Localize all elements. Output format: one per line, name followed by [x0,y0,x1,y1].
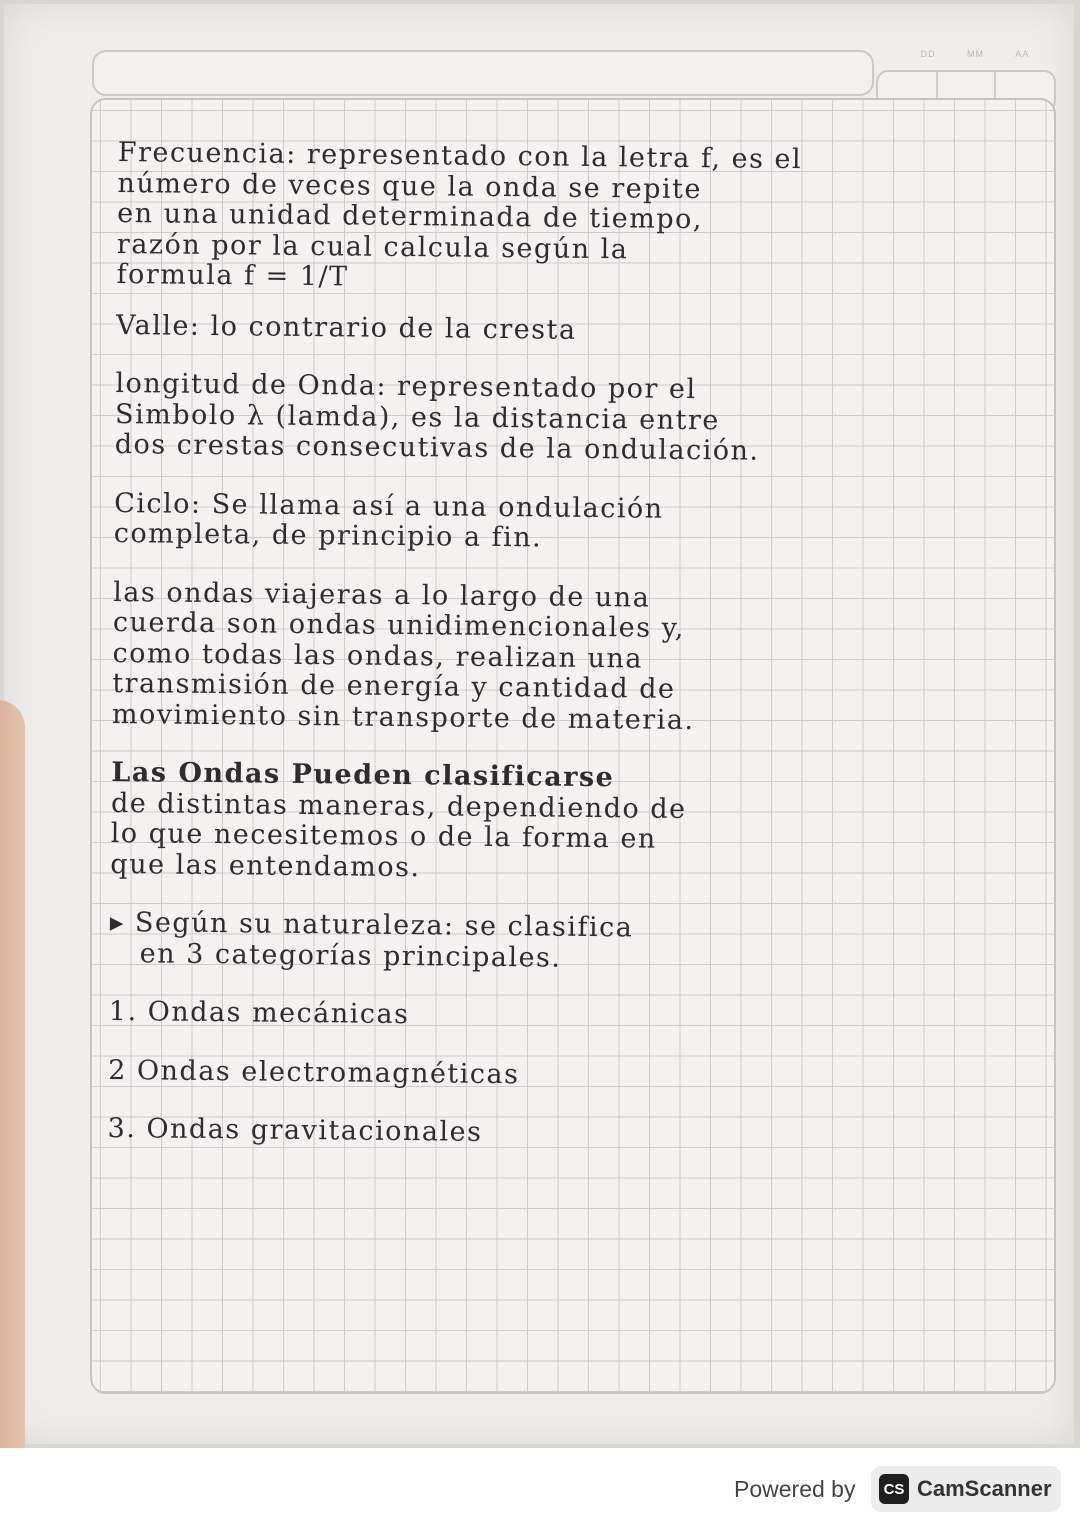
date-label-day: DD [920,49,936,59]
note-line: Las Ondas Pueden clasificarse [111,756,615,794]
note-line: dos crestas consecutivas de la ondulación. [114,428,760,467]
note-line: razón por la cual calcula según la [116,228,629,265]
date-label-year: AA [1015,49,1030,59]
note-line: de distintas maneras, dependiendo de [110,787,687,825]
note-line: número de veces que la onda se repite [117,167,703,205]
note-line: lo que necesitemos o de la forma en [110,817,657,855]
note-line: Ciclo: Se llama así a una ondulación [114,487,664,525]
camscanner-brand: CamScanner [917,1476,1052,1501]
note-line: las ondas viajeras a lo largo de una [113,576,651,614]
list-item: 3. Ondas gravitacionales [107,1112,483,1148]
list-item: 1. Ondas mecánicas [108,995,410,1031]
note-line: en 3 categorías principales. [109,937,562,974]
note-line: cuerda son ondas unidimencionales y, [112,606,686,644]
note-line: Frecuencia: representado con la letra f, es el [117,137,803,176]
note-line: ▸ Según su naturaleza: se clasifica [109,906,634,944]
note-line: completa, de principio a fin. [113,517,543,554]
note-line: formula f = 1/T [116,258,349,293]
header-title-box [92,50,874,96]
note-line: Simbolo λ (lamda), es la distancia entre [114,398,721,436]
note-line: longitud de Onda: representado por el [115,367,697,406]
note-line: transmisión de energía y cantidad de [112,667,676,705]
note-line: como todas las ondas, realizan una [112,637,644,675]
camscanner-logo-icon: CS [879,1474,909,1504]
note-line: que las entendamos. [110,848,421,883]
list-item: 2 Ondas electromagnéticas [108,1054,520,1090]
camscanner-badge [871,1466,1061,1512]
handwritten-notes [107,138,1017,1154]
powered-by-text: Powered by [734,1476,856,1502]
note-line: Valle: lo contrario de la cresta [115,309,577,346]
thumb-edge [0,700,25,1448]
date-labels [905,49,1045,59]
note-line: movimiento sin transporte de materia. [111,698,695,736]
date-label-month: MM [966,49,984,59]
note-line: en una unidad determinada de tiempo, [117,197,704,236]
